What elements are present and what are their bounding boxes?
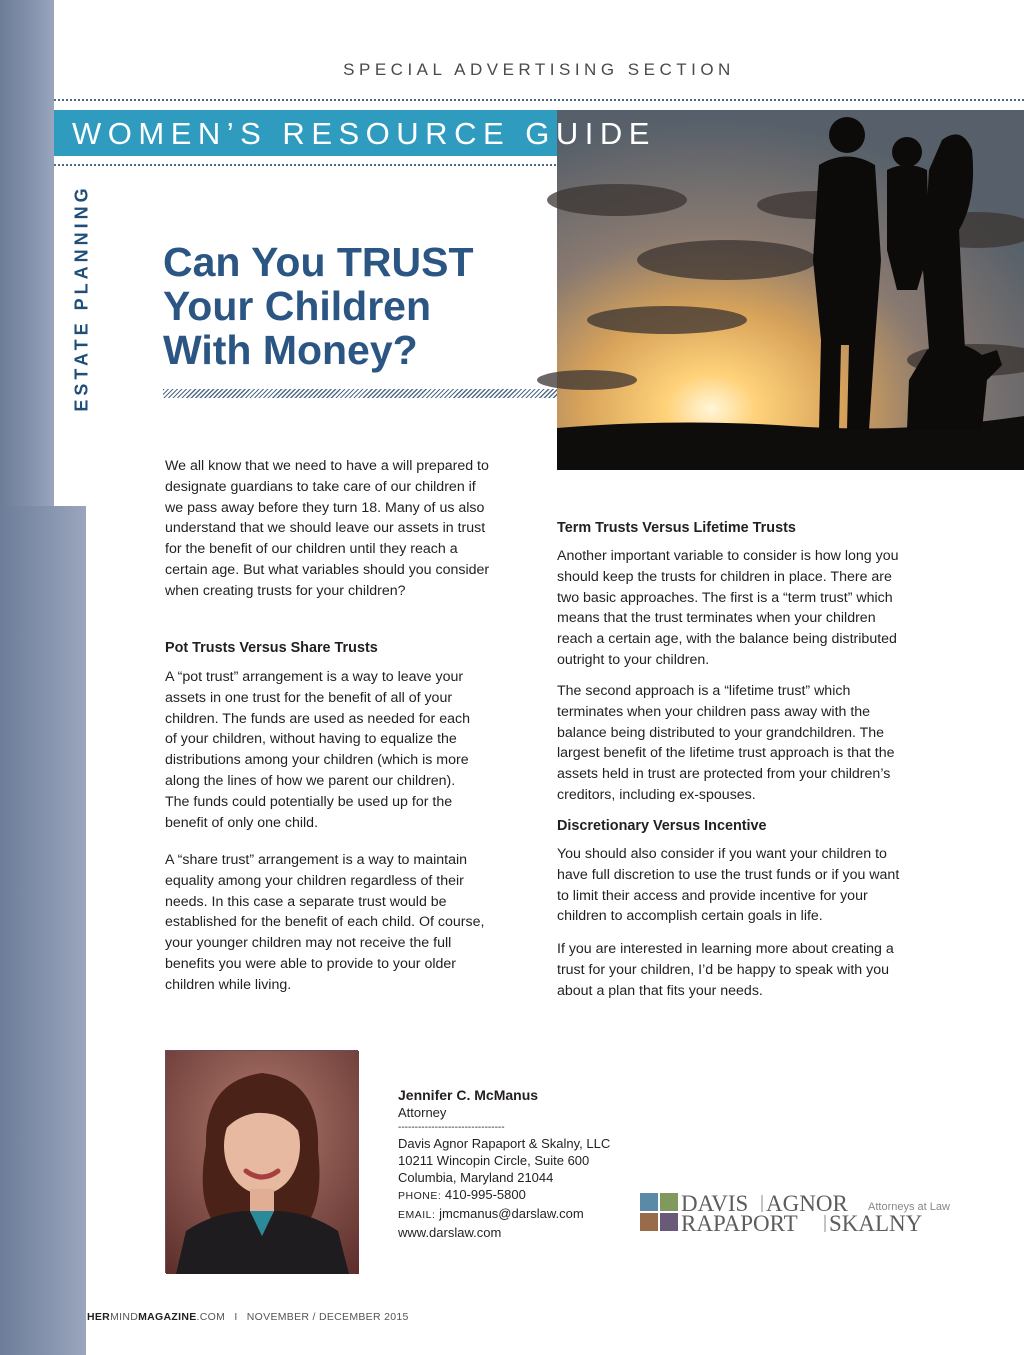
discretionary-section bbox=[557, 816, 907, 836]
contact-divider: -------------------------------- bbox=[398, 1122, 505, 1133]
footer-separator: I bbox=[234, 1311, 238, 1323]
term-trust-text: Another important variable to consider is how long you should keep the trusts for children in place. There are two basic approaches. The first is a “term trust” which means that the trust terminates when your children reach a certain age, with the balance being distributed outright to your children. bbox=[557, 548, 899, 668]
share-trust-paragraph bbox=[165, 850, 490, 996]
phone-line bbox=[398, 1186, 610, 1205]
phone-label: PHONE: bbox=[398, 1190, 442, 1202]
headline-line-1: Can You TRUST bbox=[163, 239, 474, 285]
footer-issue: NOVEMBER / DECEMBER 2015 bbox=[246, 1311, 409, 1323]
footer-magazine: MAGAZINE bbox=[138, 1311, 197, 1323]
email-line bbox=[398, 1205, 610, 1224]
lifetime-trust-paragraph bbox=[557, 681, 902, 806]
address-line-1: 10211 Wincopin Circle, Suite 600 bbox=[398, 1153, 590, 1168]
logo-rapaport: RAPAPORT bbox=[681, 1211, 798, 1236]
intro-text: We all know that we need to have a will prepared to designate guardians to take care of our children if we pass away before they turn 18. Many of us also understand that we should leave our assets in trust for the benefit of our children until they reach a certain age. But what variables should you consider when creating trusts for your children? bbox=[165, 458, 490, 599]
email-label: EMAIL: bbox=[398, 1209, 436, 1221]
logo-agnor: AGNOR bbox=[766, 1191, 848, 1216]
hatched-rule bbox=[163, 389, 557, 398]
logo-skalny: SKALNY bbox=[829, 1211, 923, 1236]
logo-davis: DAVIS bbox=[681, 1191, 749, 1216]
headline-line-3: With Money? bbox=[163, 327, 418, 373]
pot-trust-text: A “pot trust” arrangement is a way to leave your assets in one trust for the benefit of all of your children. The funds are used as needed for each of your children, without having to equalize the distributions among your children (which is more along the lines of how we parent our children). The funds could potentially be used up for the benefit of only one child. bbox=[165, 669, 470, 831]
discretionary-heading: Discretionary Versus Incentive bbox=[557, 818, 767, 834]
logo-square-2 bbox=[660, 1193, 678, 1211]
footer-mind: MIND bbox=[110, 1311, 139, 1323]
pot-trusts-heading: Pot Trusts Versus Share Trusts bbox=[165, 640, 378, 656]
logo-square-1 bbox=[640, 1193, 658, 1211]
phone-number[interactable]: 410-995-5800 bbox=[444, 1187, 526, 1202]
logo-square-4 bbox=[660, 1213, 678, 1231]
term-trusts-heading: Term Trusts Versus Lifetime Trusts bbox=[557, 520, 796, 536]
family-silhouette-photo bbox=[557, 110, 1024, 470]
closing-paragraph bbox=[557, 939, 907, 1001]
headline bbox=[163, 240, 543, 372]
banner-title: WOMEN’S RESOURCE GUIDE bbox=[72, 116, 656, 151]
discretionary-text: You should also consider if you want your children to have full discretion to use the trust funds or if you want to limit their access and provide incentive for your children to accomplish certain goals in life. bbox=[557, 846, 900, 925]
page-footer bbox=[87, 1311, 409, 1323]
website-link[interactable]: www.darslaw.com bbox=[398, 1225, 502, 1240]
lifetime-trust-text: The second approach is a “lifetime trust” which terminates when your children pass away with the balance being distributed to your grandchildren. The largest benefit of the lifetime trust approach is that the assets held in trust are protected from your children’s creditors, including ex-spouses. bbox=[557, 683, 895, 803]
logo-tagline: Attorneys at Law bbox=[868, 1201, 950, 1213]
pot-trusts-section bbox=[165, 638, 490, 658]
pot-trust-paragraph bbox=[165, 667, 483, 833]
closing-text: If you are interested in learning more about creating a trust for your children, I’d be happy to speak with you about a plan that fits your needs. bbox=[557, 941, 894, 999]
firm-name: Davis Agnor Rapaport & Skalny, LLC bbox=[398, 1136, 611, 1151]
section-label: SPECIAL ADVERTISING SECTION bbox=[343, 60, 735, 79]
email-address[interactable]: jmcmanus@darslaw.com bbox=[439, 1206, 584, 1221]
logo-square-3 bbox=[640, 1213, 658, 1231]
headline-line-2: Your Children bbox=[163, 283, 432, 329]
attorney-portrait bbox=[165, 1050, 358, 1273]
term-trusts-section bbox=[557, 518, 907, 538]
address-line-2: Columbia, Maryland 21044 bbox=[398, 1170, 554, 1185]
side-section-label: ESTATE PLANNING bbox=[71, 184, 92, 412]
attorney-name: Jennifer C. McManus bbox=[398, 1087, 539, 1103]
left-side-bar-lower bbox=[0, 506, 86, 1355]
contact-block bbox=[398, 1087, 610, 1241]
footer-dotcom: .COM bbox=[196, 1311, 226, 1323]
firm-logo bbox=[640, 1191, 950, 1236]
intro-paragraph bbox=[165, 456, 490, 602]
footer-her: HER bbox=[87, 1311, 111, 1323]
discretionary-paragraph bbox=[557, 844, 907, 927]
term-trust-paragraph bbox=[557, 546, 902, 671]
dotted-divider-top bbox=[54, 99, 1024, 101]
attorney-title: Attorney bbox=[398, 1105, 447, 1120]
share-trust-text: A “share trust” arrangement is a way to maintain equality among your children regardless of their needs. In this case a separate trust would be established for the benefit of each child. Of course, your younger children may not receive the full benefits you were able to provide to your older children while living. bbox=[165, 852, 485, 993]
